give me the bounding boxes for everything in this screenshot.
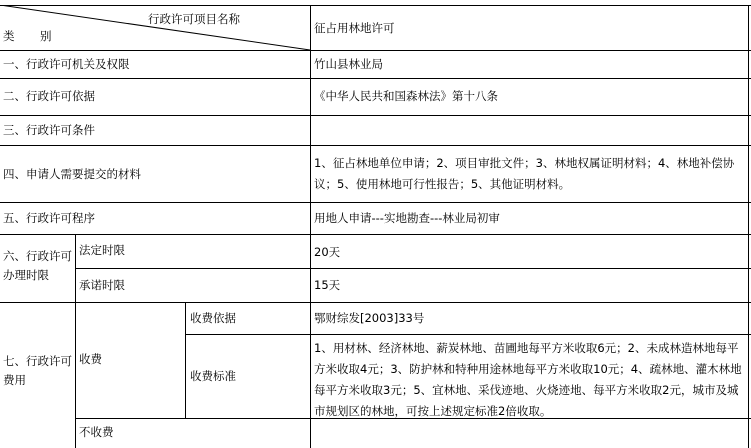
row-authority-value: 竹山县林业局: [314, 57, 383, 71]
promise-timelimit-label: 承诺时限: [79, 278, 125, 292]
row-authority-label: 一、行政许可机关及权限: [3, 57, 130, 71]
row-materials-label: 四、申请人需要提交的材料: [3, 167, 141, 181]
grid-line: [0, 202, 751, 203]
row-procedure-value: 用地人申请---实地勘查---林业局初审: [314, 211, 500, 225]
grid-line: [310, 5, 311, 448]
promise-timelimit-value: 15天: [314, 278, 341, 292]
header-category-label-left: 类: [3, 29, 15, 43]
grid-line: [185, 302, 186, 418]
row-procedure-label: 五、行政许可程序: [3, 211, 95, 225]
row-basis-label: 二、行政许可依据: [3, 89, 95, 103]
fee-standard-label: 收费标准: [190, 369, 236, 383]
grid-line: [0, 302, 751, 303]
header-category-label-right: 别: [40, 29, 52, 43]
legal-timelimit-label: 法定时限: [79, 243, 125, 257]
no-fee-label: 不收费: [79, 425, 114, 439]
grid-line: [0, 115, 751, 116]
grid-line: [0, 234, 751, 235]
row-timelimit-label: 六、行政许可办理时限: [3, 249, 72, 282]
header-item-value: 征占用林地许可: [314, 21, 395, 35]
header-item-name-label: 行政许可项目名称: [148, 12, 240, 26]
fee-basis-label: 收费依据: [190, 311, 236, 325]
fee-standard-value: 1、用材林、经济林地、薪炭林地、苗圃地每平方米收取6元；2、未成林造林地每平方米收取4元；3、防护林和特种用途林地每平方米收取10元；4、疏林地、灌木林地每平方米收取3元；5、宜林地、采伐迹地、火烧迹地、每平方米收取2元，城市及城市规划区的林地，可按上述规定标准2倍收取。: [314, 341, 742, 418]
row-materials-value: 1、征占林地单位申请；2、项目审批文件；3、林地权属证明材料；4、林地补偿协议；5、使用林地可行性报告；5、其他证明材料。: [314, 156, 735, 191]
row-conditions-label: 三、行政许可条件: [3, 123, 95, 137]
grid-line: [0, 145, 751, 146]
legal-timelimit-value: 20天: [314, 245, 341, 259]
grid-line: [185, 334, 751, 335]
grid-line: [75, 268, 751, 269]
row-basis-value: 《中华人民共和国森林法》第十八条: [314, 89, 498, 103]
fee-basis-value: 鄂财综发[2003]33号: [314, 311, 425, 325]
row-fee-label: 七、行政许可费用: [3, 354, 72, 387]
grid-line: [75, 234, 76, 448]
fee-label: 收费: [79, 352, 102, 366]
grid-line: [0, 78, 751, 79]
grid-line: [748, 5, 749, 448]
